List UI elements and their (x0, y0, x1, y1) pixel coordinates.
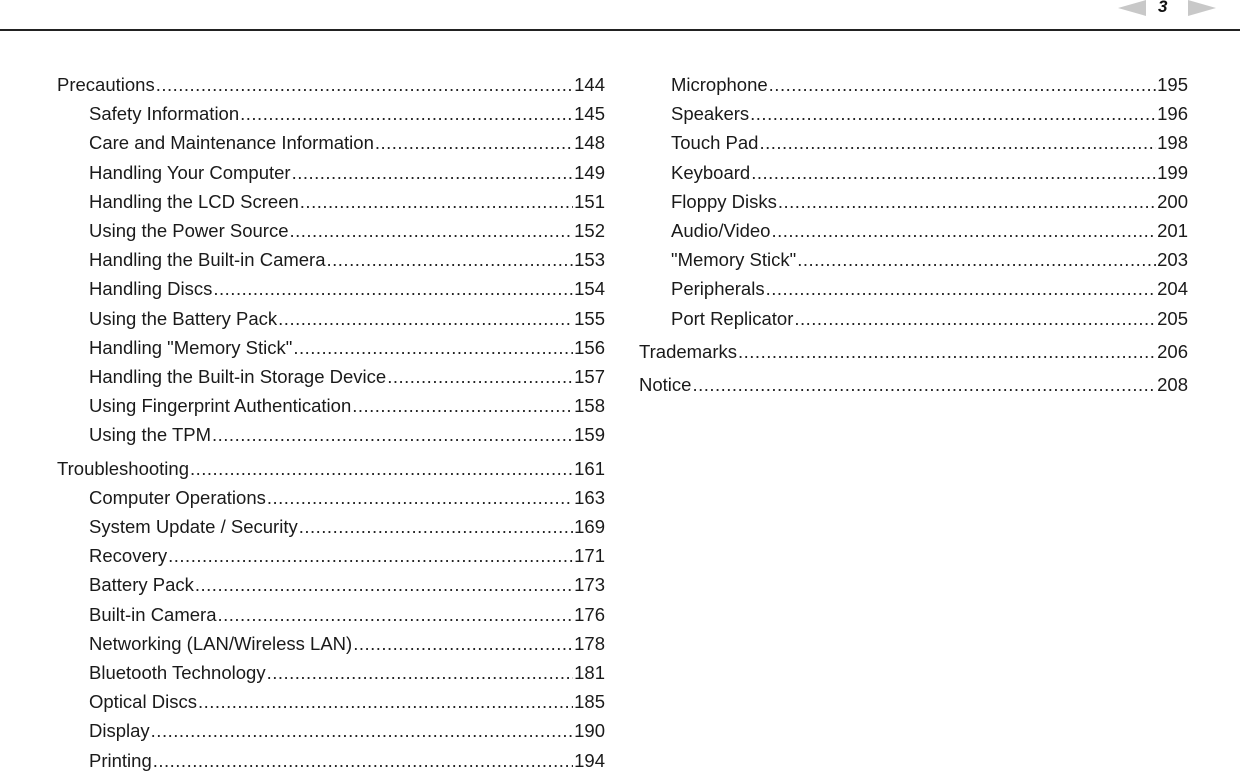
toc-entry[interactable] (89, 487, 605, 509)
toc-entry-title: Precautions (57, 74, 155, 95)
next-page-arrow-icon[interactable] (1188, 0, 1216, 16)
toc-leader-dots (759, 132, 1156, 154)
toc-leader-dots (153, 750, 573, 772)
toc-entry-page: 154 (574, 278, 605, 300)
toc-leader-dots (240, 103, 573, 125)
toc-entry[interactable] (671, 132, 1188, 154)
toc-entry-page: 152 (574, 220, 605, 241)
toc-entry-page: 194 (574, 749, 605, 771)
toc-entry[interactable] (89, 103, 605, 125)
header-divider (0, 29, 1240, 31)
toc-leader-dots (190, 458, 573, 480)
toc-leader-dots (766, 278, 1157, 300)
toc-leader-dots (751, 162, 1156, 184)
toc-entry-title: Computer Operations (89, 486, 266, 508)
toc-entry[interactable] (89, 162, 605, 184)
previous-page-arrow-icon[interactable] (1118, 0, 1146, 16)
toc-leader-dots (267, 487, 573, 509)
toc-entry-page: 159 (574, 424, 605, 446)
toc-leader-dots (156, 74, 573, 96)
toc-entry[interactable] (671, 74, 1188, 96)
toc-entry[interactable] (89, 574, 605, 596)
toc-entry[interactable] (671, 220, 1188, 242)
toc-leader-dots (290, 220, 574, 242)
toc-entry-title: Recovery (89, 545, 168, 567)
toc-entry[interactable] (89, 278, 605, 300)
toc-entry-page: 169 (574, 516, 605, 537)
toc-entry[interactable] (89, 691, 605, 713)
page-number: 3 (1158, 0, 1168, 16)
toc-leader-dots (353, 633, 573, 655)
toc-section-entry[interactable] (57, 458, 605, 480)
toc-leader-dots (778, 191, 1156, 213)
toc-entry[interactable] (671, 278, 1188, 300)
toc-entry-page: 205 (1157, 307, 1188, 329)
toc-leader-dots (218, 604, 574, 626)
toc-leader-dots (151, 720, 573, 742)
toc-entry-page: 173 (574, 574, 605, 596)
toc-entry-title: Keyboard (671, 161, 751, 183)
toc-entry-title: Built-in Camera (89, 603, 217, 625)
toc-entry-page: 208 (1157, 374, 1188, 395)
toc-entry-title: Bluetooth Technology (89, 662, 266, 683)
toc-leader-dots (168, 545, 573, 567)
toc-entry-title: Handling Discs (89, 278, 213, 300)
toc-entry-title: Floppy Disks (671, 190, 777, 212)
toc-leader-dots (352, 395, 573, 417)
toc-leader-dots (771, 220, 1156, 242)
toc-leader-dots (794, 308, 1156, 330)
toc-leader-dots (195, 574, 573, 596)
toc-entry-page: 203 (1157, 249, 1188, 271)
toc-entry-page: 151 (574, 190, 605, 212)
toc-leader-dots (292, 162, 574, 184)
toc-section-entry[interactable] (639, 374, 1188, 396)
toc-leader-dots (213, 278, 573, 300)
toc-entry-title: Using the Power Source (89, 220, 289, 241)
toc-entry-page: 153 (574, 249, 605, 271)
toc-entry-page: 171 (574, 545, 605, 567)
toc-entry-page: 200 (1157, 190, 1188, 212)
toc-entry-title: Optical Discs (89, 691, 197, 713)
toc-entry-page: 206 (1157, 340, 1188, 362)
toc-entry[interactable] (89, 720, 605, 742)
toc-entry-title: Battery Pack (89, 574, 194, 596)
toc-entry-title: Printing (89, 749, 152, 771)
toc-leader-dots (769, 74, 1156, 96)
toc-entry-title: Microphone (671, 74, 768, 95)
toc-leader-dots (692, 374, 1156, 396)
toc-entry-title: System Update / Security (89, 516, 298, 537)
toc-leader-dots (327, 249, 574, 271)
toc-leader-dots (267, 662, 574, 684)
toc-entry-title: Using the Battery Pack (89, 307, 278, 329)
toc-leader-dots (212, 424, 573, 446)
toc-entry[interactable] (89, 337, 605, 359)
toc-entry-page: 199 (1157, 161, 1188, 183)
toc-leader-dots (278, 308, 573, 330)
toc-entry-page: 181 (574, 662, 605, 683)
toc-entry-page: 195 (1157, 74, 1188, 95)
toc-section-entry[interactable] (57, 74, 605, 96)
toc-entry-page: 198 (1157, 132, 1188, 154)
toc-entry[interactable] (89, 308, 605, 330)
toc-entry[interactable] (89, 604, 605, 626)
toc-leader-dots (198, 691, 573, 713)
toc-entry-page: 161 (574, 457, 605, 479)
toc-entry[interactable] (89, 191, 605, 213)
toc-entry-page: 204 (1157, 278, 1188, 300)
toc-entry[interactable] (671, 191, 1188, 213)
toc-entry-title: Handling the Built-in Camera (89, 249, 326, 271)
toc-leader-dots (299, 516, 573, 538)
toc-entry-title: Trademarks (639, 340, 738, 362)
toc-entry-title: Speakers (671, 103, 750, 125)
toc-leader-dots (738, 341, 1156, 363)
toc-entry-title: Port Replicator (671, 307, 794, 329)
toc-entry[interactable] (89, 545, 605, 567)
toc-entry-title: Handling Your Computer (89, 161, 291, 183)
toc-entry[interactable] (89, 662, 605, 684)
toc-entry-title: Using Fingerprint Authentication (89, 395, 352, 417)
toc-entry-title: Handling the LCD Screen (89, 190, 299, 212)
toc-entry[interactable] (671, 308, 1188, 330)
toc-entry-page: 149 (574, 161, 605, 183)
toc-entry-page: 163 (574, 486, 605, 508)
toc-entry-title: Networking (LAN/Wireless LAN) (89, 632, 353, 654)
toc-entry-page: 158 (574, 395, 605, 417)
toc-entry-page: 156 (574, 336, 605, 358)
toc-entry-title: Care and Maintenance Information (89, 132, 374, 154)
toc-leader-dots (750, 103, 1156, 125)
toc-entry-page: 144 (574, 74, 605, 95)
toc-entry[interactable] (89, 424, 605, 446)
toc-entry-page: 148 (574, 132, 605, 154)
toc-leader-dots (797, 249, 1156, 271)
toc-section-entry[interactable] (639, 341, 1188, 363)
toc-entry-page: 201 (1157, 220, 1188, 241)
toc-entry[interactable] (671, 103, 1188, 125)
toc-entry-title: Peripherals (671, 278, 765, 300)
toc-entry-title: Handling "Memory Stick" (89, 336, 293, 358)
toc-entry[interactable] (89, 220, 605, 242)
toc-entry-title: Safety Information (89, 103, 240, 125)
toc-entry-title: "Memory Stick" (671, 249, 797, 271)
toc-entry[interactable] (89, 633, 605, 655)
toc-leader-dots (300, 191, 573, 213)
toc-entry[interactable] (89, 132, 605, 154)
toc-entry[interactable] (89, 750, 605, 772)
toc-entry-title: Display (89, 720, 150, 742)
toc-entry[interactable] (671, 162, 1188, 184)
toc-leader-dots (293, 337, 573, 359)
toc-entry-page: 155 (574, 307, 605, 329)
toc-entry-title: Touch Pad (671, 132, 759, 154)
toc-entry-page: 145 (574, 103, 605, 125)
toc-entry-title: Notice (639, 374, 692, 395)
toc-entry-page: 157 (574, 366, 605, 387)
toc-entry[interactable] (89, 516, 605, 538)
toc-leader-dots (387, 366, 573, 388)
toc-entry[interactable] (671, 249, 1188, 271)
toc-entry-page: 185 (574, 691, 605, 713)
toc-entry-page: 190 (574, 720, 605, 742)
toc-entry-page: 176 (574, 603, 605, 625)
toc-entry[interactable] (89, 395, 605, 417)
toc-entry-title: Using the TPM (89, 424, 212, 446)
toc-entry-page: 196 (1157, 103, 1188, 125)
toc-entry-title: Handling the Built-in Storage Device (89, 366, 387, 387)
toc-entry[interactable] (89, 366, 605, 388)
toc-entry[interactable] (89, 249, 605, 271)
toc-entry-title: Audio/Video (671, 220, 771, 241)
toc-entry-title: Troubleshooting (57, 457, 189, 479)
toc-leader-dots (375, 132, 573, 154)
toc-entry-page: 178 (574, 632, 605, 654)
